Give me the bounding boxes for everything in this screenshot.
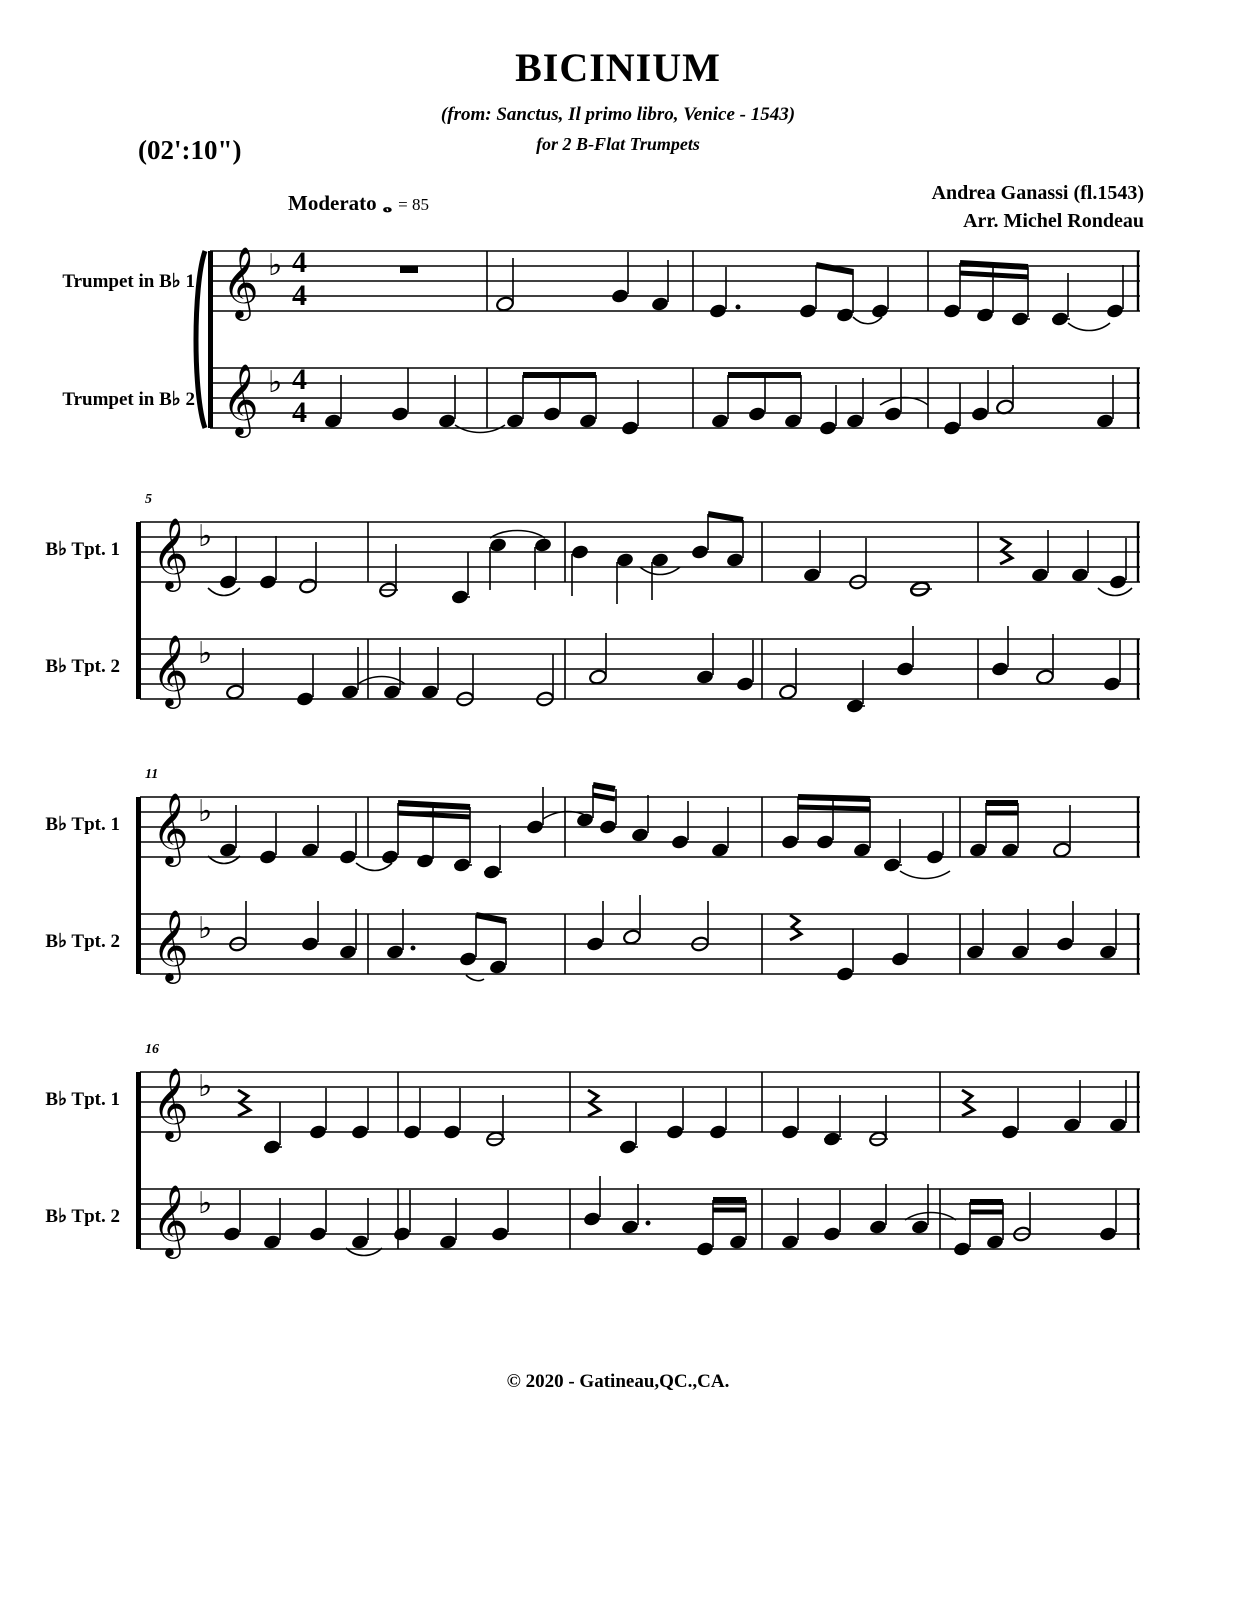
svg-text:♭: ♭ <box>198 911 213 946</box>
measure-number-16: 16 <box>145 1042 159 1057</box>
tempo-word: Moderato <box>288 191 377 215</box>
system-3-notation <box>0 775 1236 990</box>
staff-label-tpt-1: B♭ Tpt. 1 <box>45 1089 120 1110</box>
svg-text:𝄞: 𝄞 <box>152 791 189 864</box>
tempo-marking <box>288 188 429 216</box>
duration-label: (02':10") <box>138 135 242 165</box>
svg-text:♭: ♭ <box>198 519 213 554</box>
svg-text:♭: ♭ <box>198 794 213 829</box>
staff-label-tpt-2: B♭ Tpt. 2 <box>45 1206 120 1227</box>
svg-text:♭: ♭ <box>198 636 213 671</box>
svg-text:4: 4 <box>292 246 307 279</box>
measure-number-11: 11 <box>145 767 159 782</box>
quarter-note-icon: 𝅝 <box>382 190 393 218</box>
staff-label-trumpet-2: Trumpet in B♭ 2 <box>62 389 195 410</box>
composer-label: Andrea Ganassi (fl.1543) <box>931 182 1144 204</box>
system-4-notation <box>0 1050 1236 1265</box>
svg-text:𝄞: 𝄞 <box>152 1066 189 1139</box>
staff-label-trumpet-1: Trumpet in B♭ 1 <box>62 271 195 292</box>
svg-text:4: 4 <box>292 396 307 429</box>
svg-text:4: 4 <box>292 279 307 312</box>
staff-label-tpt-1: B♭ Tpt. 1 <box>45 814 120 835</box>
svg-text:𝄞: 𝄞 <box>222 245 259 318</box>
tempo-bpm: = 85 <box>398 195 430 214</box>
subtitle-source: (from: Sanctus, Il primo libro, Venice - 1543) <box>440 104 796 125</box>
measure-number-5: 5 <box>145 492 152 507</box>
svg-text:♭: ♭ <box>198 1069 213 1104</box>
system-1 <box>0 225 1236 440</box>
system-4 <box>0 1042 1236 1265</box>
svg-text:♭: ♭ <box>268 365 283 400</box>
svg-text:𝄞: 𝄞 <box>152 908 189 981</box>
svg-text:♭: ♭ <box>268 248 283 283</box>
svg-text:𝄞: 𝄞 <box>152 1183 189 1256</box>
subtitle-instrumentation: for 2 B-Flat Trumpets <box>536 134 700 154</box>
system-2-notation <box>0 500 1236 715</box>
svg-text:♭: ♭ <box>198 1186 213 1221</box>
arranger-label: Arr. Michel Rondeau <box>963 210 1144 232</box>
svg-text:𝄞: 𝄞 <box>152 633 189 706</box>
staff-label-tpt-2: B♭ Tpt. 2 <box>45 656 120 677</box>
staff-label-tpt-1: B♭ Tpt. 1 <box>45 539 120 560</box>
system-3 <box>0 767 1236 990</box>
copyright-notice: © 2020 - Gatineau,QC.,CA. <box>506 1371 730 1392</box>
staff-label-tpt-2: B♭ Tpt. 2 <box>45 931 120 952</box>
page-title: BICINIUM <box>515 45 721 90</box>
svg-text:𝄞: 𝄞 <box>152 516 189 589</box>
svg-text:𝄞: 𝄞 <box>222 362 259 435</box>
system-2 <box>0 492 1236 715</box>
svg-text:4: 4 <box>292 363 307 396</box>
